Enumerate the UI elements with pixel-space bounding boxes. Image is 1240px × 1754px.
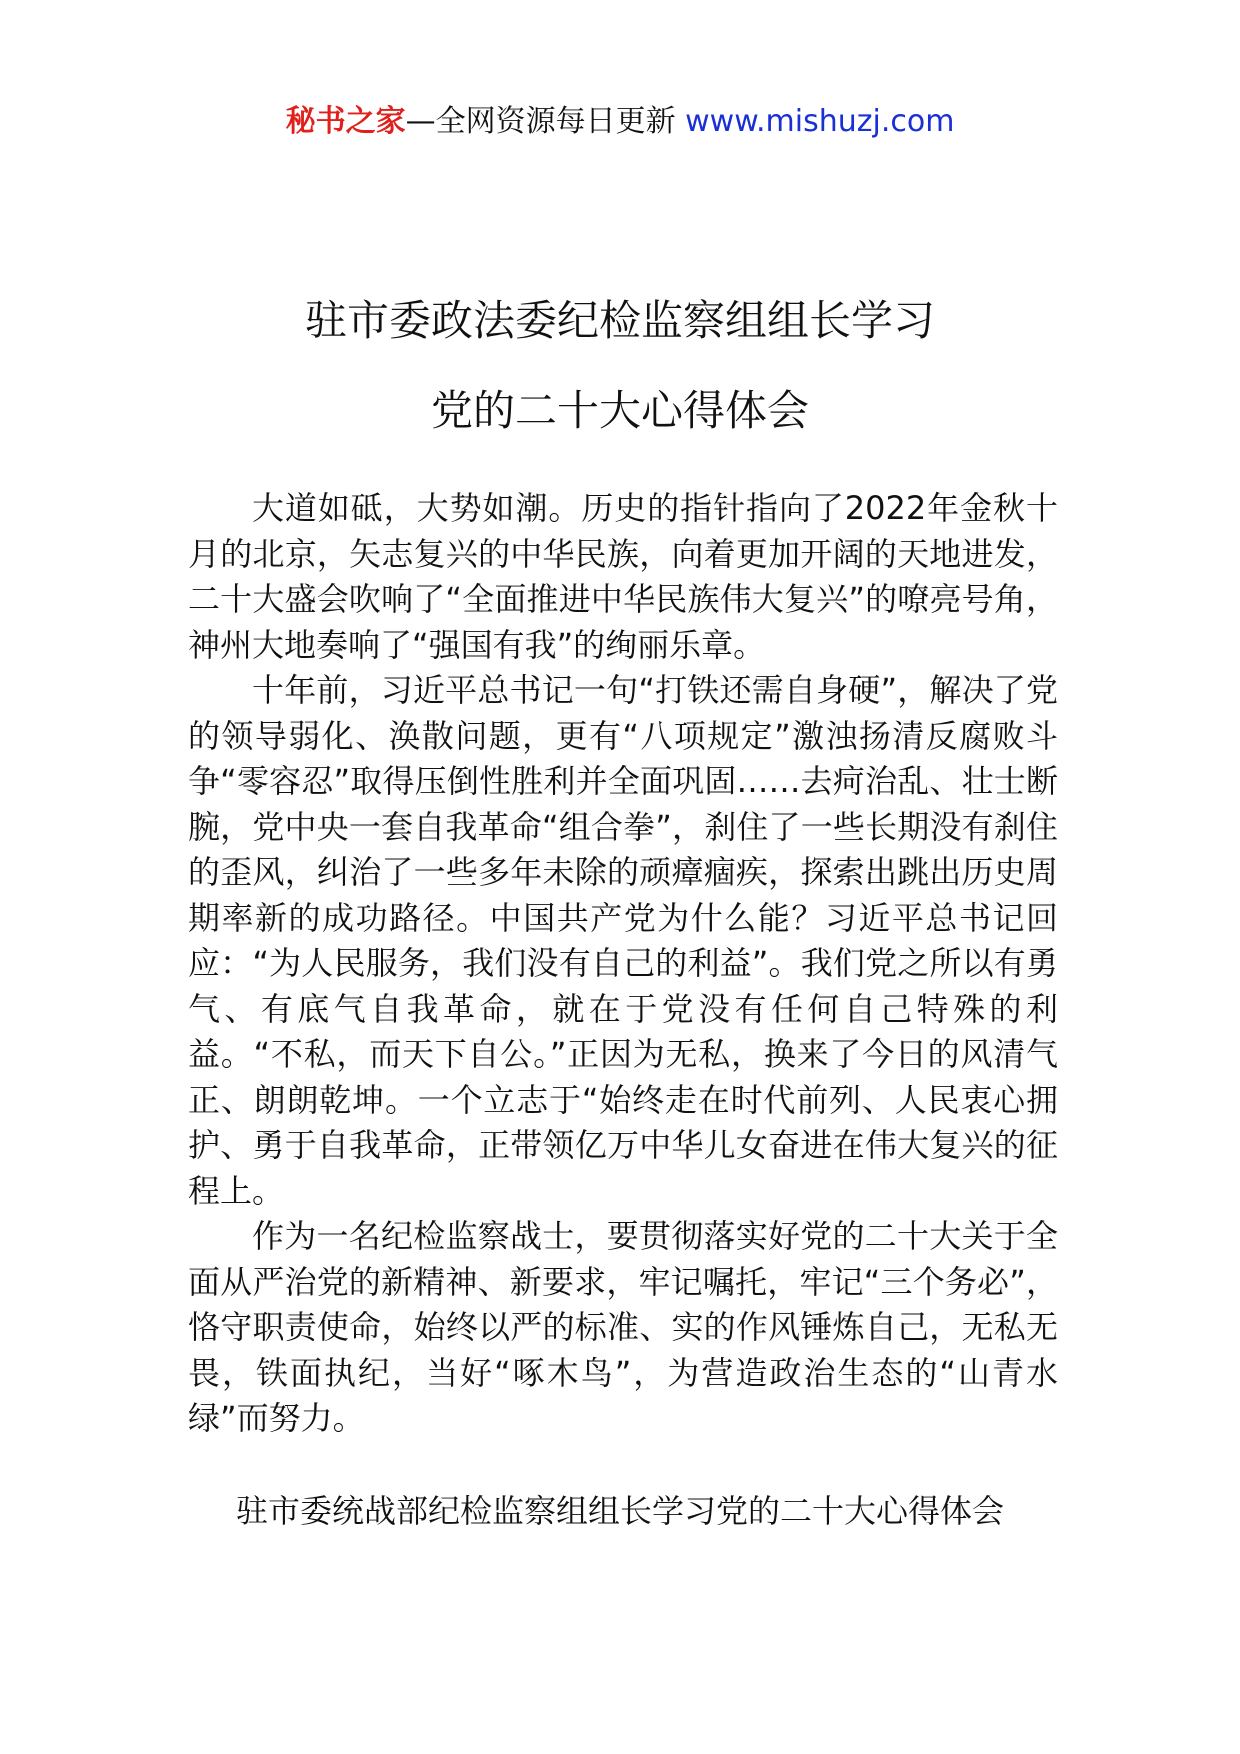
site-url-link[interactable]: www.mishuzj.com: [685, 104, 955, 139]
paragraph: 十年前，习近平总书记一句“打铁还需自身硬”，解决了党的领导弱化、涣散问题，更有“八项规定”激浊扬清反腐败斗争“零容忍”取得压倒性胜利并全面巩固……去疴治乱、壮士断腕，党中央一套自我革命“组合拳”，刹住了一些长期没有刹住的歪风，纠治了一些多年未除的顽瘴痼疾，探索出跳出历史周期率新的成功路径。中国共产党为什么能？习近平总书记回应：“为人民服务，我们没有自己的利益”。我们党之所以有勇气、有底气自我革命，就在于党没有任何自己特殊的利益。“不私，而天下自公。”正因为无私，换来了今日的风清气正、朗朗乾坤。一个立志于“始终走在时代前列、人民衷心拥护、勇于自我革命，正带领亿万中华儿女奋进在伟大复兴的征程上。: [188, 671, 1058, 1210]
title-line-1: 驻市委政法委纪检监察组组长学习: [304, 296, 935, 345]
header-slogan: —全网资源每日更新: [405, 104, 676, 139]
paragraph: 作为一名纪检监察战士，要贯彻落实好党的二十大关于全面从严治党的新精神、新要求，牢记嘱托，牢记“三个务必”，恪守职责使命，始终以严的标准、实的作风锤炼自己，无私无畏，铁面执纪，当好“啄木鸟”，为营造政治生态的“山青水绿”而努力。: [188, 1217, 1058, 1437]
document-title: [0, 276, 1240, 456]
brand-name: 秘书之家: [285, 104, 406, 139]
next-article-title: 驻市委统战部纪检监察组组长学习党的二十大心得体会: [235, 1492, 1004, 1530]
site-header: [0, 100, 1240, 144]
title-line-2: 党的二十大心得体会: [430, 386, 809, 435]
paragraph: 大道如砥，大势如潮。历史的指针指向了2022年金秋十月的北京，矢志复兴的中华民族，向着更加开阔的天地进发，二十大盛会吹响了“全面推进中华民族伟大复兴”的嘹亮号角，神州大地奏响了“强国有我”的绚丽乐章。: [188, 489, 1058, 664]
document-body: [188, 486, 1058, 1442]
